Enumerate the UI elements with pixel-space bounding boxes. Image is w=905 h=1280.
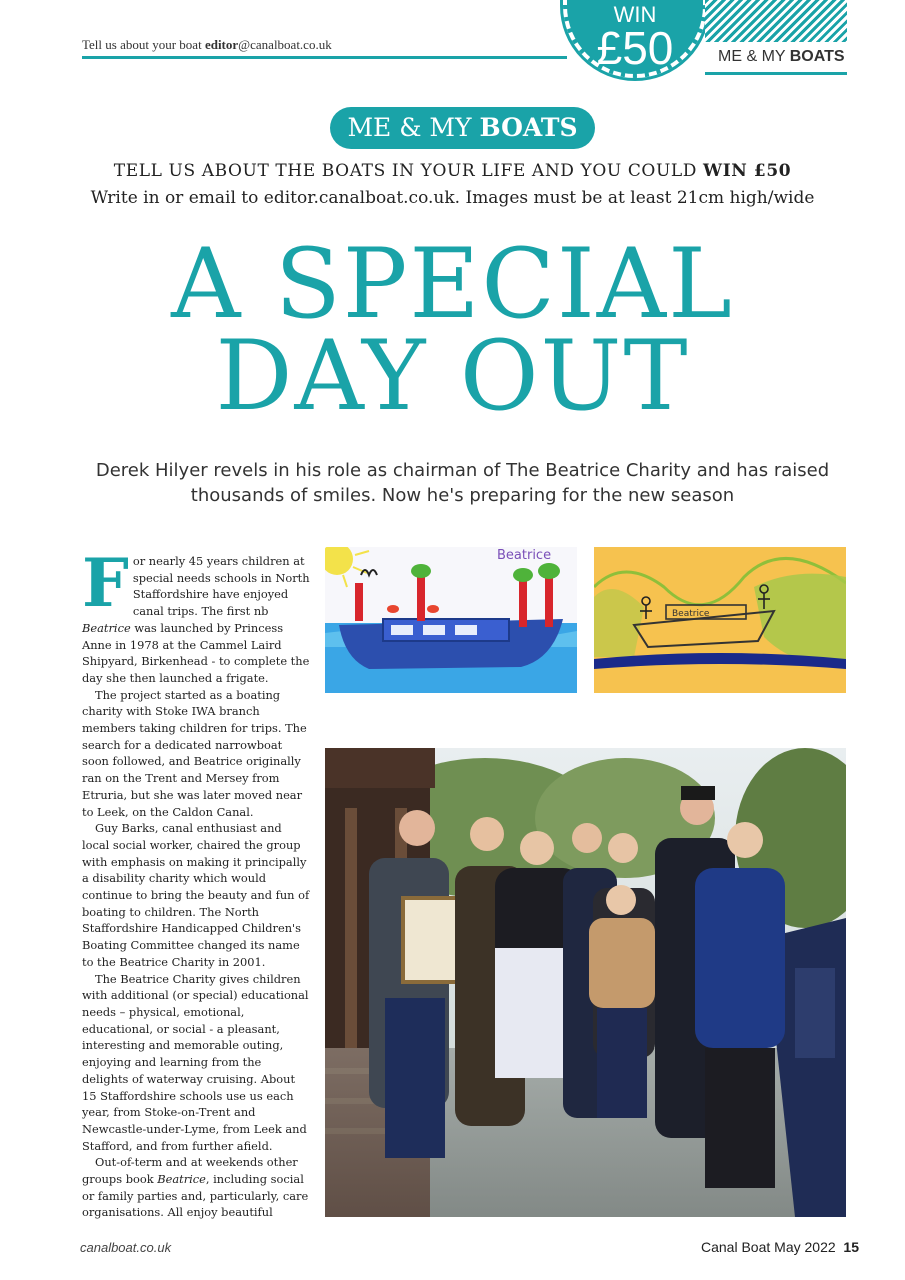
article-p1-text-b: was launched by Princess Anne in 1978 at the Cammel Laird Shipyard, Birkenhead - to complete the day she then launched a frigate. [82, 620, 310, 685]
group-photo-art [325, 748, 846, 1217]
section-banner-strong: BOATS [479, 113, 578, 142]
footer-page-number: 15 [843, 1239, 859, 1255]
section-label [718, 48, 845, 66]
section-label-strong: BOATS [789, 48, 845, 65]
intro-line-2: Write in or email to editor.canalboat.co.uk. Images must be at least 21cm high/wide [90, 188, 815, 208]
drawing-1-label: Beatrice [497, 548, 552, 563]
article-p5-text-b: , including social or family parties and, particularly, care organisations. All enjoy beautiful [82, 1172, 309, 1220]
header-contact-prefix: Tell us about your boat [82, 37, 205, 52]
header-rule [82, 56, 567, 59]
footer-magazine-name: Canal Boat [700, 1239, 771, 1255]
drop-cap: F [82, 544, 129, 622]
child-drawing-boat-1-art [325, 547, 577, 693]
header-contact-line [82, 37, 332, 53]
article-p1-text-a: or nearly 45 years children at special needs schools in North Staffordshire have enjoyed canal trips. The first nb [132, 554, 310, 619]
footer-issue: May 2022 [770, 1239, 836, 1255]
drawing-2-label: Beatrice [672, 609, 710, 619]
article-paragraph-5 [82, 1154, 310, 1221]
win-badge-word: WIN [613, 2, 657, 27]
footer-website: canalboat.co.uk [80, 1240, 172, 1255]
child-drawing-boat-1 [325, 547, 577, 693]
article-p5-text-a: Out-of-term and at weekends other groups book [82, 1155, 298, 1187]
headline-line-2: DAY OUT [215, 320, 690, 432]
article-paragraph-4: The Beatrice Charity gives children with additional (or special) educational needs – physical, emotional, educational, or social - a pleasant, interesting and memorable outing, enjoying and learning from the delights of waterway cruising. About 15 Staffordshire schools use us each year, from Stoke-on-Trent and Newcastle-under-Lyme, from Leek and Stafford, and from further afield. [82, 971, 309, 1153]
section-banner [330, 107, 595, 149]
section-label-normal: ME & MY [718, 48, 790, 65]
win-badge-amount: £50 [596, 22, 674, 74]
footer-folio [701, 1239, 859, 1255]
header-stripe-decoration [705, 0, 847, 42]
article-paragraph-2: The project started as a boating charity with Stoke IWA branch members taking children for trips. The search for a dedicated narrowboat soon followed, and Beatrice originally ran on the Trent and Mersey from Etruria, but she was later moved near to Leek, on the Caldon Canal. [82, 687, 307, 819]
article-p1-boat-name: Beatrice [82, 620, 131, 635]
win-badge [563, 0, 707, 78]
child-drawing-boat-2-art [594, 547, 846, 693]
child-drawing-boat-2 [594, 547, 846, 693]
section-label-rule [705, 72, 847, 75]
header-contact-editor: editor [204, 37, 239, 52]
section-banner-normal: ME & MY [347, 113, 480, 142]
headline [0, 228, 905, 432]
header-contact-domain: @canalboat.co.uk [238, 37, 332, 52]
standfirst: Derek Hilyer revels in his role as chairman of The Beatrice Charity and has raised thousands of smiles. Now he's preparing for the new season [95, 460, 830, 506]
intro-line-1-prize: WIN £50 [703, 161, 792, 181]
article-p5-boat-name: Beatrice [157, 1172, 206, 1187]
intro-line-1-text: TELL US ABOUT THE BOATS IN YOUR LIFE AND YOU COULD [113, 161, 704, 181]
headline-line-1: A SPECIAL [171, 228, 734, 340]
intro-line-1 [0, 161, 905, 181]
group-photo [325, 748, 846, 1217]
article-paragraph-3: Guy Barks, canal enthusiast and local social worker, chaired the group with emphasis on making it principally a disability charity which would continue to bring the beauty and fun of boating to children. The North Staffordshire Handicapped Children's Boating Committee changed its name to the Beatrice Charity in 2001. [82, 821, 310, 969]
article-paragraph-1 [82, 544, 310, 687]
article-body [82, 544, 310, 1221]
